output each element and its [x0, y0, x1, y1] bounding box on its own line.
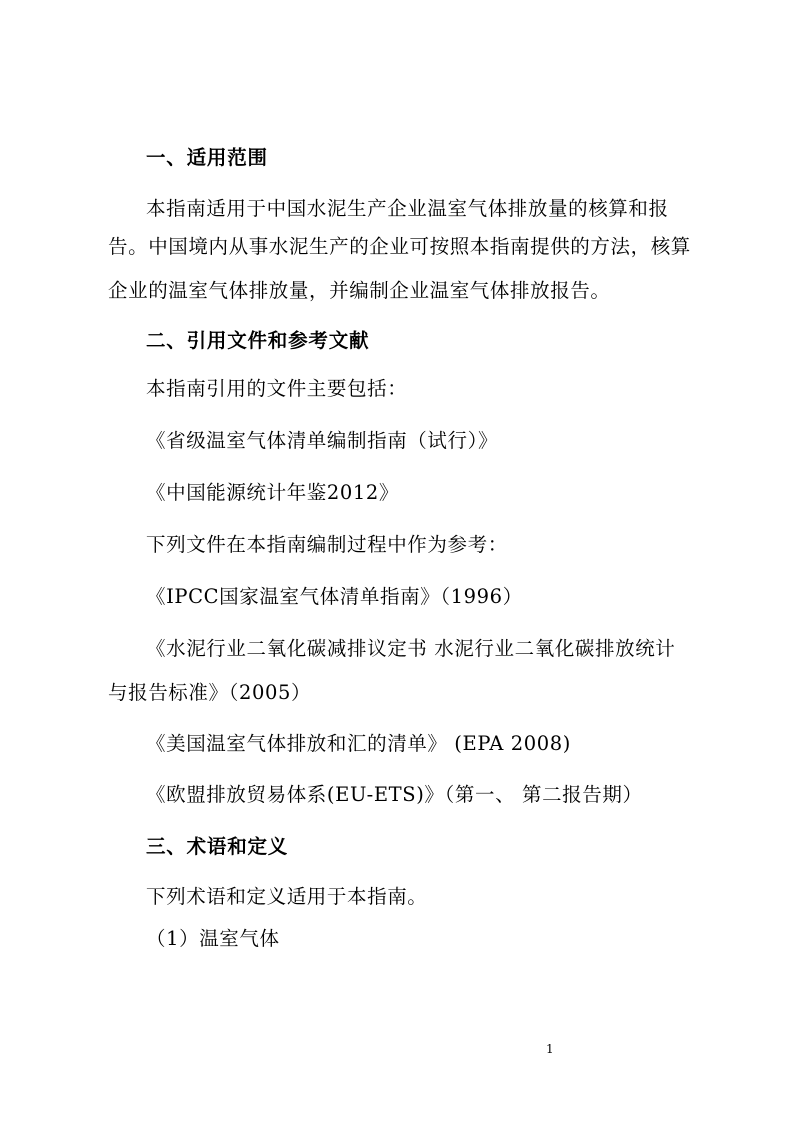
paragraph-line: 本指南引用的文件主要包括：: [146, 377, 408, 400]
section-heading-scope: 一、适用范围: [146, 146, 268, 169]
term-heading: （1）温室气体: [146, 927, 280, 950]
reference-document-continued: 与报告标准》（2005）: [108, 681, 312, 704]
paragraph-line: 告。中国境内从事水泥生产的企业可按照本指南提供的方法，核算: [108, 235, 691, 258]
page-number: 1: [546, 1042, 554, 1056]
paragraph-line: 企业的温室气体排放量，并编制企业温室气体排放报告。: [108, 279, 611, 302]
cited-document: 《省级温室气体清单编制指南（试行）》: [146, 429, 499, 452]
reference-document: 《美国温室气体排放和汇的清单》 (EPA 2008): [146, 732, 571, 755]
paragraph-line: 本指南适用于中国水泥生产企业温室气体排放量的核算和报: [146, 197, 669, 220]
section-heading-references: 二、引用文件和参考文献: [146, 329, 370, 352]
cited-document: 《中国能源统计年鉴2012》: [146, 481, 400, 504]
section-heading-terms: 三、术语和定义: [146, 835, 289, 858]
reference-document: 《水泥行业二氧化碳减排议定书 水泥行业二氧化碳排放统计: [146, 637, 676, 660]
reference-document: 《欧盟排放贸易体系(EU-ETS)》（第一、 第二报告期）: [146, 783, 643, 806]
paragraph-line: 下列术语和定义适用于本指南。: [146, 885, 428, 908]
reference-document: 《IPCC国家温室气体清单指南》（1996）: [146, 585, 523, 608]
paragraph-line: 下列文件在本指南编制过程中作为参考：: [146, 533, 508, 556]
